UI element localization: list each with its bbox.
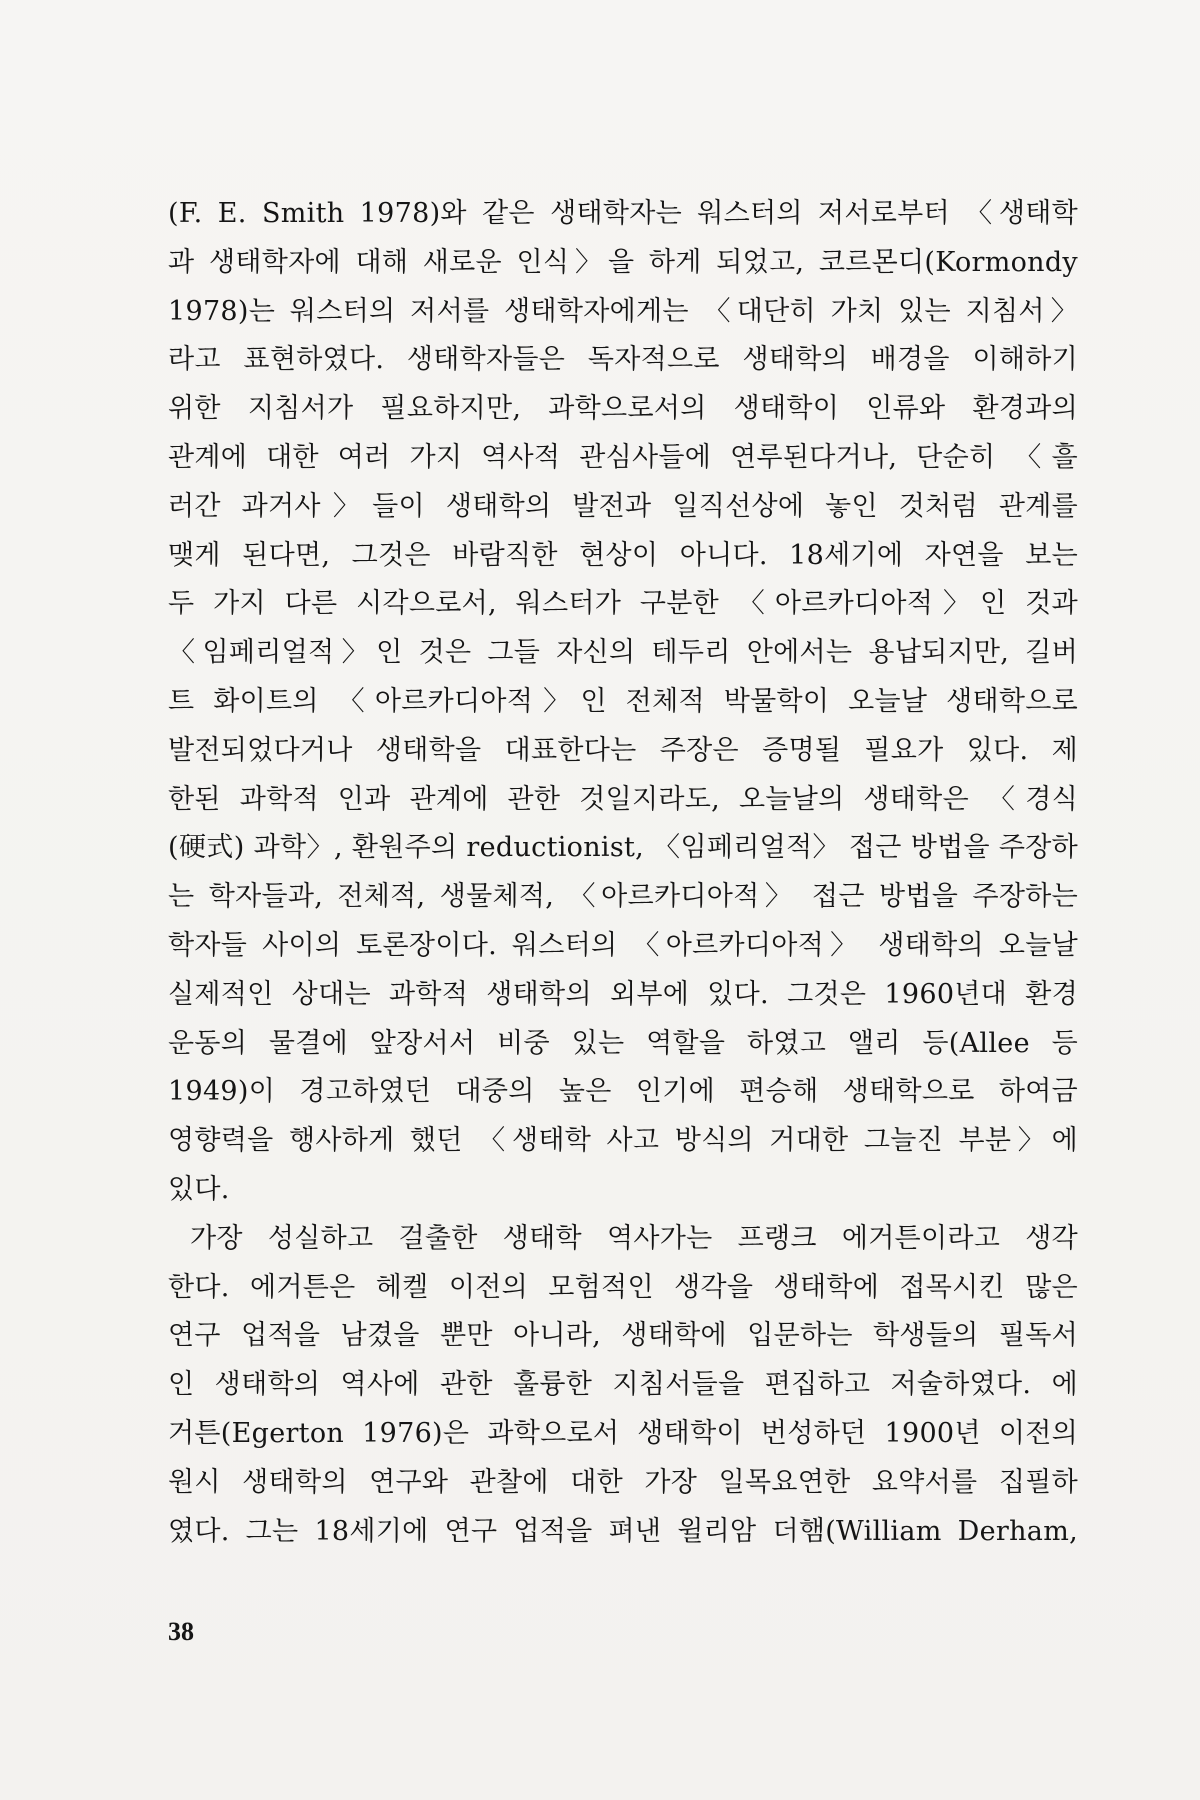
page-number: 38 [168, 1617, 194, 1646]
text-line: 가장 성실하고 걸출한 생태학 역사가는 프랭크 에거튼이라고 생각 [190, 1222, 1078, 1254]
text-line: (硬式) 과학〉, 환원주의 reductionist, 〈임페리얼적〉 접근 방법을 주장하 [168, 832, 1078, 864]
text-line: 1978)는 워스터의 저서를 생태학자에게는 〈대단히 가치 있는 지침서〉 [168, 295, 1078, 327]
text-line: 러간 과거사〉들이 생태학의 발전과 일직선상에 놓인 것처럼 관계를 [168, 490, 1078, 522]
text-line: 원시 생태학의 연구와 관찰에 대한 가장 일목요연한 요약서를 집필하 [168, 1466, 1078, 1498]
text-line: 트 화이트의 〈아르카디아적〉인 전체적 박물학이 오늘날 생태학으로 [168, 685, 1078, 717]
text-line: 거튼(Egerton 1976)은 과학으로서 생태학이 번성하던 1900년 이전의 [168, 1417, 1078, 1449]
text-line: 영향력을 행사하게 했던 〈생태학 사고 방식의 거대한 그늘진 부분〉에 [168, 1125, 1078, 1157]
text-line: 실제적인 상대는 과학적 생태학의 외부에 있다. 그것은 1960년대 환경 [168, 978, 1078, 1010]
text-line: 한다. 에거튼은 헤켈 이전의 모험적인 생각을 생태학에 접목시킨 많은 [168, 1271, 1078, 1303]
text-line: 라고 표현하였다. 생태학자들은 독자적으로 생태학의 배경을 이해하기 [168, 344, 1078, 376]
text-line: 는 학자들과, 전체적, 생물체적, 〈아르카디아적〉 접근 방법을 주장하는 [168, 881, 1078, 913]
text-line: 인 생태학의 역사에 관한 훌륭한 지침서들을 편집하고 저술하였다. 에 [168, 1369, 1078, 1401]
text-line: 1949)이 경고하였던 대중의 높은 인기에 편승해 생태학으로 하여금 [168, 1076, 1078, 1108]
text-line: 있다. [168, 1173, 230, 1205]
text-line: 관계에 대한 여러 가지 역사적 관심사들에 연루된다거나, 단순히 〈흘 [168, 441, 1078, 473]
text-line: 맺게 된다면, 그것은 바람직한 현상이 아니다. 18세기에 자연을 보는 [168, 539, 1078, 571]
text-line: 운동의 물결에 앞장서서 비중 있는 역할을 하였고 앨리 등(Allee 등 [168, 1027, 1078, 1059]
text-line: 위한 지침서가 필요하지만, 과학으로서의 생태학이 인류와 환경과의 [168, 393, 1078, 425]
text-line: 두 가지 다른 시각으로서, 워스터가 구분한 〈아르카디아적〉인 것과 [168, 588, 1078, 620]
text-line: (F. E. Smith 1978)와 같은 생태학자는 워스터의 저서로부터 〈생태학 [168, 198, 1078, 229]
text-line: 한된 과학적 인과 관계에 관한 것일지라도, 오늘날의 생태학은 〈경식 [168, 783, 1078, 815]
text-line: 연구 업적을 남겼을 뿐만 아니라, 생태학에 입문하는 학생들의 필독서 [168, 1320, 1078, 1352]
text-line: 학자들 사이의 토론장이다. 워스터의 〈아르카디아적〉 생태학의 오늘날 [168, 929, 1078, 961]
text-line: 〈임페리얼적〉인 것은 그들 자신의 테두리 안에서는 용납되지만, 길버 [168, 637, 1078, 669]
text-line: 과 생태학자에 대해 새로운 인식〉을 하게 되었고, 코르몬디(Kormondy [168, 246, 1078, 278]
text-line: 발전되었다거나 생태학을 대표한다는 주장은 증명될 필요가 있다. 제 [168, 734, 1078, 766]
body-text [168, 190, 1078, 1556]
text-line: 였다. 그는 18세기에 연구 업적을 펴낸 윌리암 더햄(William Derham, [168, 1515, 1078, 1547]
